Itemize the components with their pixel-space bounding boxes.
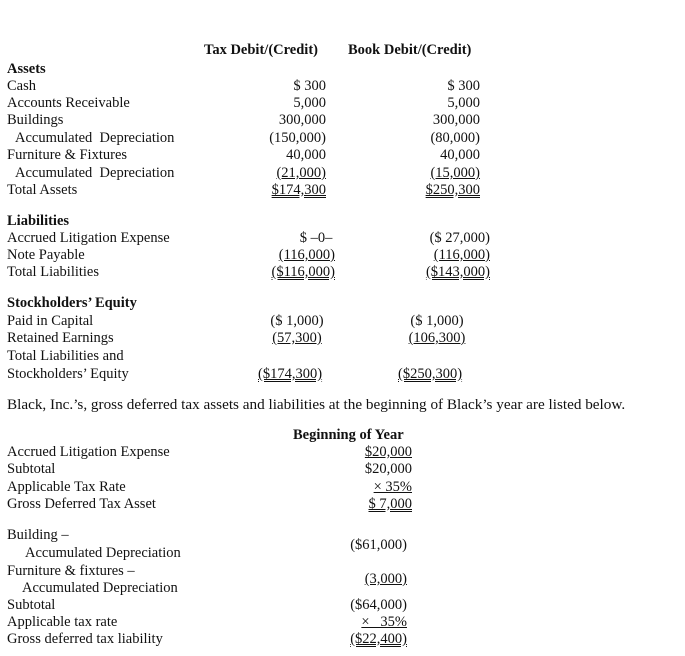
deferred-accrued-litigation-value: $20,000 [364, 444, 412, 460]
total-assets-tax-value: $174,300 [271, 182, 326, 198]
total-assets-label: Total Assets [7, 182, 78, 198]
furniture-deferred-value: (3,000) [364, 571, 407, 587]
gross-deferred-tax-asset-label: Gross Deferred Tax Asset [7, 496, 156, 512]
applicable-tax-rate-label: Applicable Tax Rate [7, 479, 126, 495]
total-liabilities-equity-label-line1: Total Liabilities and [7, 348, 124, 364]
gross-deferred-tax-liability-value: ($22,400) [350, 631, 407, 647]
retained-earnings-tax-value: (57,300) [272, 330, 322, 346]
accrued-litigation-tax-value: $ –0– [299, 230, 333, 246]
furniture-fixtures-tax-value: 40,000 [286, 147, 326, 163]
accounts-receivable-tax-value: 5,000 [293, 95, 326, 111]
note-payable-label: Note Payable [7, 247, 85, 263]
retained-earnings-book-value: (106,300) [408, 330, 466, 346]
beginning-of-year-header: Beginning of Year [293, 427, 404, 443]
applicable-tax-rate-liability-value: × 35% [361, 614, 407, 630]
tax-column-header: Tax Debit/(Credit) [204, 42, 318, 58]
furniture-label-line1: Furniture & fixtures – [7, 563, 135, 579]
applicable-tax-rate-value: × 35% [373, 479, 412, 495]
building-label-line1: Building – [7, 527, 69, 543]
gross-deferred-tax-asset-value: $ 7,000 [368, 496, 412, 512]
paid-in-capital-tax-value: ($ 1,000) [270, 313, 324, 329]
total-liabilities-equity-tax-value: ($174,300) [258, 366, 323, 382]
deferred-accrued-litigation-label: Accrued Litigation Expense [7, 444, 170, 460]
accounts-receivable-book-value: 5,000 [447, 95, 480, 111]
note-payable-tax-value: (116,000) [278, 247, 335, 263]
building-label-line2: Accumulated Depreciation [25, 545, 181, 561]
liabilities-heading: Liabilities [7, 213, 70, 229]
assets-heading: Assets [7, 61, 46, 77]
buildings-accumulated-depreciation-book-value: (80,000) [430, 130, 480, 146]
retained-earnings-label: Retained Earnings [7, 330, 114, 346]
deferred-liability-subtotal-value: ($64,000) [350, 597, 407, 613]
applicable-tax-rate-liability-label: Applicable tax rate [7, 614, 118, 630]
furniture-accumulated-depreciation-book-value: (15,000) [430, 165, 480, 181]
gross-deferred-tax-liability-label: Gross deferred tax liability [7, 631, 163, 647]
total-liabilities-label: Total Liabilities [7, 264, 100, 280]
buildings-accumulated-depreciation-label: Accumulated Depreciation [15, 130, 175, 146]
furniture-fixtures-label: Furniture & Fixtures [7, 147, 128, 163]
accrued-litigation-label: Accrued Litigation Expense [7, 230, 170, 246]
buildings-tax-value: 300,000 [278, 112, 326, 128]
furniture-accumulated-depreciation-label: Accumulated Depreciation [15, 165, 175, 181]
book-column-header: Book Debit/(Credit) [348, 42, 472, 58]
furniture-fixtures-book-value: 40,000 [440, 147, 480, 163]
buildings-book-value: 300,000 [432, 112, 480, 128]
furniture-accumulated-depreciation-tax-value: (21,000) [276, 165, 326, 181]
total-liabilities-equity-label-line2: Stockholders’ Equity [7, 366, 129, 382]
paid-in-capital-label: Paid in Capital [7, 313, 94, 329]
furniture-label-line2: Accumulated Depreciation [22, 580, 178, 596]
note-payable-book-value: (116,000) [433, 247, 490, 263]
equity-heading: Stockholders’ Equity [7, 295, 137, 311]
building-deferred-value: ($61,000) [350, 537, 407, 553]
paid-in-capital-book-value: ($ 1,000) [410, 313, 464, 329]
cash-book-value: $ 300 [447, 78, 480, 94]
buildings-accumulated-depreciation-tax-value: (150,000) [269, 130, 326, 146]
buildings-label: Buildings [7, 112, 64, 128]
deferred-liability-subtotal-label: Subtotal [7, 597, 56, 613]
accrued-litigation-book-value: ($ 27,000) [429, 230, 490, 246]
deferred-asset-subtotal-label: Subtotal [7, 461, 56, 477]
accounts-receivable-label: Accounts Receivable [7, 95, 130, 111]
deferred-asset-subtotal-value: $20,000 [364, 461, 412, 477]
total-liabilities-equity-book-value: ($250,300) [398, 366, 463, 382]
total-liabilities-tax-value: ($116,000) [271, 264, 335, 280]
cash-tax-value: $ 300 [293, 78, 326, 94]
total-liabilities-book-value: ($143,000) [425, 264, 490, 280]
total-assets-book-value: $250,300 [425, 182, 480, 198]
intro-paragraph: Black, Inc.’s, gross deferred tax assets and liabilities at the beginning of Black’s year are listed below. [7, 396, 626, 413]
cash-label: Cash [7, 78, 36, 94]
